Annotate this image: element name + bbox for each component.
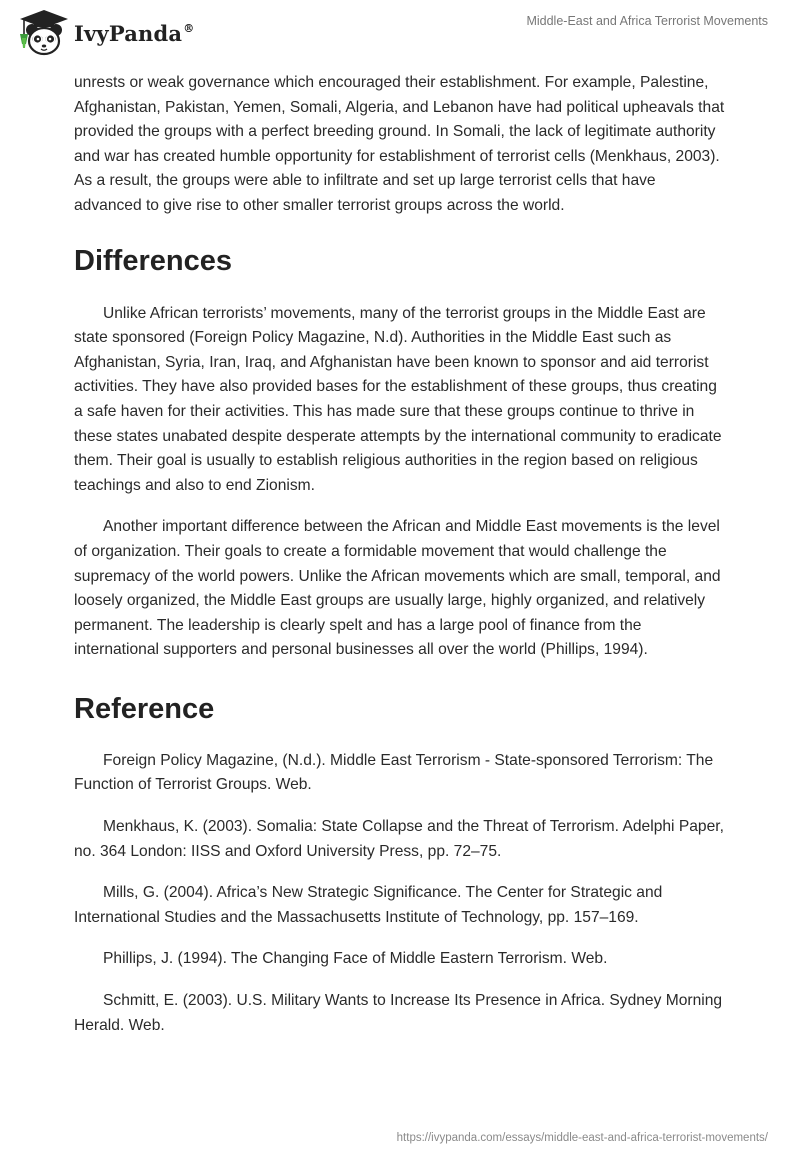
reference-heading: Reference [74, 692, 215, 725]
reference-item: Phillips, J. (1994). The Changing Face of Middle Eastern Terrorism. Web. [103, 950, 608, 968]
differences-paragraph: Unlike African terrorists’ movements, many of the terrorist groups in the Middle East are state sponsored (Foreign Policy Magazine, N.d). Authorities in the Middle East such as Afghanistan, Syria, Iran, Iraq, and Afghanistan have been known to sponsor and aid terrorist activities. They have also provided bases for the establishment of these groups, thus creating a safe haven for their activities. This has made sure that these groups continue to thrive in these states unabated despite desperate attempts by the international community to eradicate them. Their goal is usually to establish religious authorities in the region based on religious teachings and also to end Zionism. [74, 304, 722, 494]
source-url[interactable]: https://ivypanda.com/essays/middle-east-and-africa-terrorist-movements/ [396, 1132, 768, 1144]
brand-name: IvyPanda® [74, 20, 195, 46]
reference-item: Foreign Policy Magazine, (N.d.). Middle East Terrorism - State-sponsored Terrorism: The Function of Terrorist Groups. Web. [74, 751, 714, 794]
panda-graduate-icon [14, 8, 70, 58]
reference-item: Menkhaus, K. (2003). Somalia: State Collapse and the Threat of Terrorism. Adelphi Paper, no. 364 London: IISS and Oxford University Press, pp. 72–75. [74, 818, 724, 860]
ivypanda-logo[interactable] [14, 8, 194, 58]
reference-item: Mills, G. (2004). Africa’s New Strategic Significance. The Center for Strategic and International Studies and the Massachusetts Institute of Technology, pp. 157–169. [74, 884, 663, 926]
differences-section [74, 302, 726, 663]
intro-paragraph: unrests or weak governance which encouraged their establishment. For example, Palestine, Afghanistan, Pakistan, Yemen, Somali, Algeria, and Lebanon have had political upheavals that provided the groups with a perfect breeding ground. In Somali, the lack of legitimate authority and war has created humble opportunity for establishment of terrorist cells (Menkhaus, 2003). As a result, the groups were able to infiltrate and set up large terrorist cells that have advanced to give rise to other smaller terrorist groups across the world. [74, 74, 725, 214]
registered-mark: ® [183, 21, 195, 35]
reference-item: Schmitt, E. (2003). U.S. Military Wants to Increase Its Presence in Africa. Sydney Morning Herald. Web. [74, 992, 723, 1034]
differences-heading: Differences [74, 244, 232, 277]
reference-list [74, 749, 726, 1038]
essay-content [74, 71, 726, 1038]
document-title: Middle-East and Africa Terrorist Movements [526, 14, 768, 28]
page-header [0, 0, 800, 70]
differences-paragraph: Another important difference between the African and Middle East movements is the level of organization. Their goals to create a formidable movement that would challenge the supremacy of the world powers. Unlike the African movements which are small, temporal, and loosely organized, the Middle East groups are usually large, highly organized, and relatively permanent. The leadership is clearly spelt and has a large pool of finance from the international supporters and personal businesses all over the world (Phillips, 1994). [74, 518, 721, 659]
